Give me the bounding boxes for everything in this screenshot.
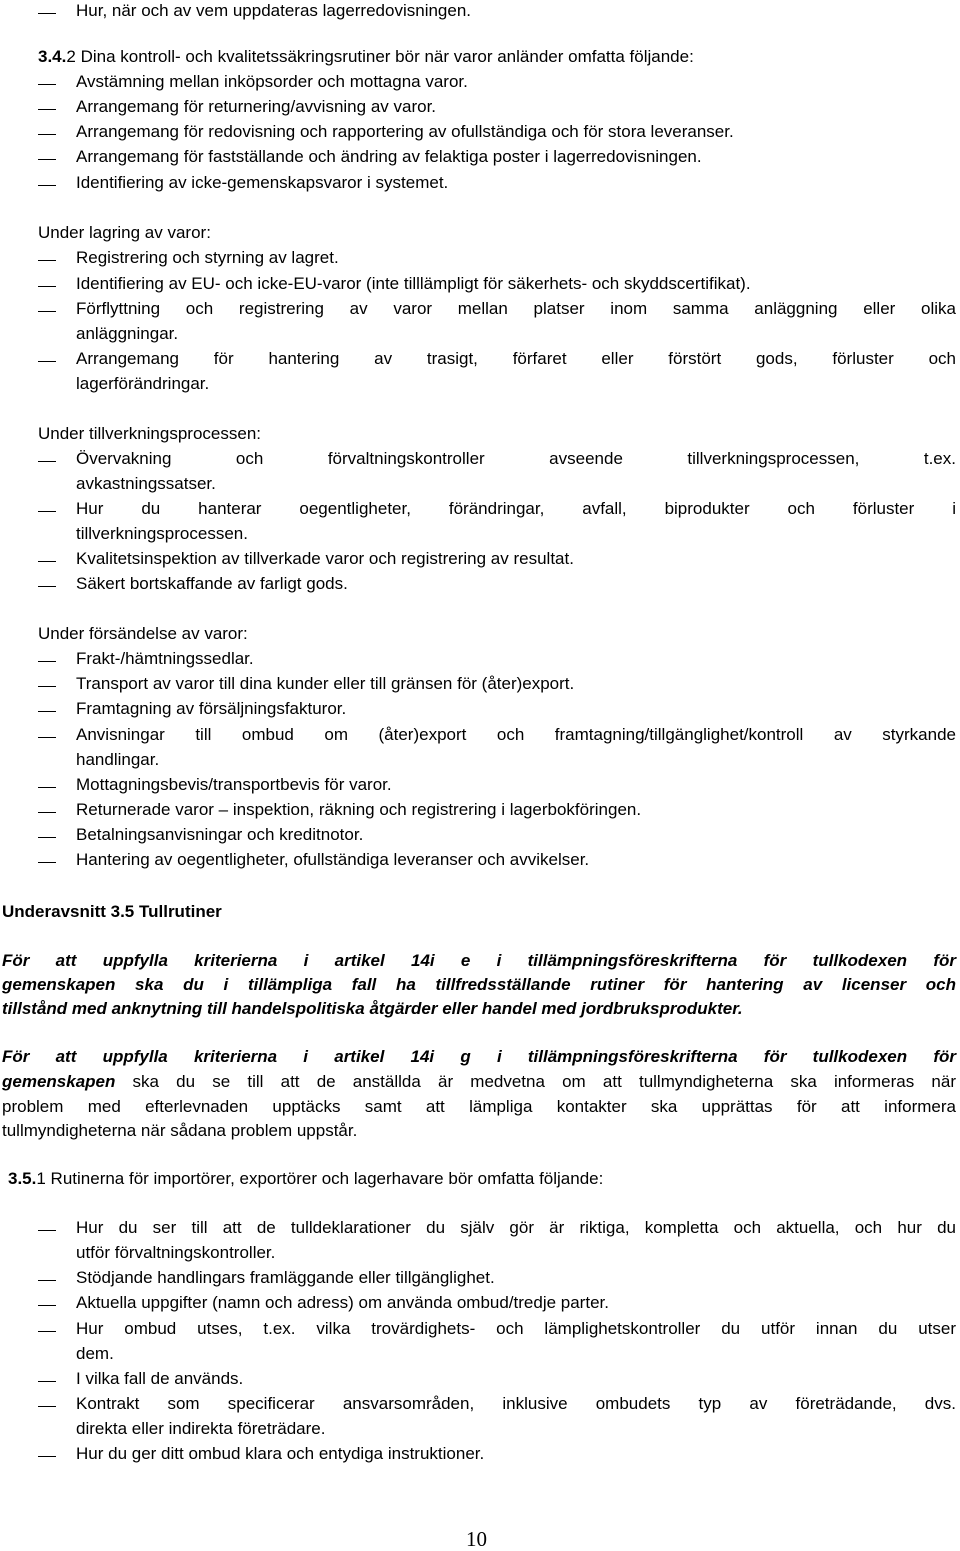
list-item: Arrangemang för fastställande och ändring av felaktiga poster i lagerredovisningen. bbox=[76, 147, 702, 166]
list-item: Framtagning av försäljningsfakturor. bbox=[76, 699, 347, 718]
list-item: Förflyttning och registrering av varor mellan platser inom samma anläggning eller olika bbox=[76, 299, 956, 318]
list-dash bbox=[38, 586, 56, 587]
list-item: Identifiering av icke-gemenskapsvaror i systemet. bbox=[76, 173, 449, 192]
list-item: Arrangemang för redovisning och rapportering av ofullständiga och för stora leveranser. bbox=[76, 122, 734, 141]
list-dash bbox=[38, 286, 56, 287]
list-item: Mottagningsbevis/transportbevis för varor. bbox=[76, 775, 392, 794]
list-item: Returnerade varor – inspektion, räkning och registrering i lagerbokföringen. bbox=[76, 800, 642, 819]
list-item-continuation: direkta eller indirekta företrädare. bbox=[76, 1419, 326, 1438]
subsection-heading: Underavsnitt 3.5 Tullrutiner bbox=[2, 902, 222, 921]
paragraph-line: tillstånd med anknytning till handelspolitiska åtgärder eller handel med jordbruksprodukter. bbox=[2, 999, 743, 1018]
list-item: Kvalitetsinspektion av tillverkade varor och registrering av resultat. bbox=[76, 549, 574, 568]
list-dash bbox=[38, 511, 56, 512]
list-item: Hur du ser till att de tulldeklarationer du själv gör är riktiga, kompletta och aktuella, och hur du bbox=[76, 1218, 956, 1237]
paragraph-line: gemenskapen ska du i tillämpliga fall ha tillfredsställande rutiner för hantering av licenser och bbox=[2, 975, 956, 994]
list-dash bbox=[38, 13, 56, 14]
list-item-continuation: utför förvaltningskontroller. bbox=[76, 1243, 276, 1262]
paragraph-line bbox=[2, 1072, 956, 1092]
list-item: Hur ombud utses, t.ex. vilka trovärdighets- och lämplighetskontroller du utför innan du utser bbox=[76, 1319, 956, 1338]
section-heading-3-4-2 bbox=[38, 47, 694, 67]
section-number: 3.5. bbox=[8, 1169, 37, 1188]
section-number: 3.4. bbox=[38, 47, 67, 66]
list-dash bbox=[38, 812, 56, 813]
list-item: Arrangemang för hantering av trasigt, förfaret eller förstört gods, förluster och bbox=[76, 349, 956, 368]
emphasis-text: gemenskapen bbox=[2, 1072, 116, 1091]
list-dash bbox=[38, 1456, 56, 1457]
list-dash bbox=[38, 361, 56, 362]
paragraph-line: För att uppfylla kriterierna i artikel 14i e i tillämpningsföreskrifterna för tullkodexen för bbox=[2, 951, 956, 970]
section-number-suffix: 2 bbox=[66, 47, 76, 66]
list-dash bbox=[38, 311, 56, 312]
list-dash bbox=[38, 84, 56, 85]
list-item-continuation: handlingar. bbox=[76, 750, 160, 769]
subheading-shipping: Under försändelse av varor: bbox=[38, 624, 248, 643]
list-dash bbox=[38, 1305, 56, 1306]
list-dash bbox=[38, 109, 56, 110]
list-dash bbox=[38, 837, 56, 838]
page-number: 10 bbox=[466, 1527, 487, 1551]
list-item: Anvisningar till ombud om (åter)export och framtagning/tillgänglighet/kontroll av styrkande bbox=[76, 725, 956, 744]
list-item: Transport av varor till dina kunder eller till gränsen för (åter)export. bbox=[76, 674, 575, 693]
list-dash bbox=[38, 561, 56, 562]
list-item: Hur, när och av vem uppdateras lagerredovisningen. bbox=[76, 1, 472, 20]
list-item: Stödjande handlingars framläggande eller tillgänglighet. bbox=[76, 1268, 495, 1287]
subheading-manufacturing: Under tillverkningsprocessen: bbox=[38, 424, 261, 443]
list-dash bbox=[38, 134, 56, 135]
list-item: I vilka fall de används. bbox=[76, 1369, 244, 1388]
list-dash bbox=[38, 159, 56, 160]
section-heading-3-5-1 bbox=[8, 1169, 603, 1189]
paragraph-line: tullmyndigheterna när sådana problem uppstår. bbox=[2, 1121, 358, 1140]
list-dash bbox=[38, 1230, 56, 1231]
list-dash bbox=[38, 737, 56, 738]
list-item: Betalningsanvisningar och kreditnotor. bbox=[76, 825, 364, 844]
section-heading-text: Dina kontroll- och kvalitetssäkringsrutiner bör när varor anländer omfatta följande: bbox=[80, 47, 694, 66]
list-dash bbox=[38, 1406, 56, 1407]
section-number-suffix: 1 bbox=[36, 1169, 46, 1188]
list-item-continuation: dem. bbox=[76, 1344, 114, 1363]
list-item: Säkert bortskaffande av farligt gods. bbox=[76, 574, 348, 593]
paragraph-text: ska du se till att de anställda är medvetna om att tullmyndigheterna ska informeras när bbox=[115, 1072, 956, 1091]
list-dash bbox=[38, 461, 56, 462]
list-item: Övervakning och förvaltningskontroller avseende tillverkningsprocessen, t.ex. bbox=[76, 449, 956, 468]
list-dash bbox=[38, 787, 56, 788]
list-item-continuation: tillverkningsprocessen. bbox=[76, 524, 248, 543]
list-dash bbox=[38, 711, 56, 712]
list-item: Avstämning mellan inköpsorder och mottagna varor. bbox=[76, 72, 468, 91]
list-item: Kontrakt som specificerar ansvarsområden, inklusive ombudets typ av företrädande, dvs. bbox=[76, 1394, 956, 1413]
list-item-continuation: avkastningssatser. bbox=[76, 474, 216, 493]
list-dash bbox=[38, 1331, 56, 1332]
section-heading-text: Rutinerna för importörer, exportörer och lagerhavare bör omfatta följande: bbox=[45, 1169, 604, 1188]
list-item-continuation: anläggningar. bbox=[76, 324, 179, 343]
list-item: Identifiering av EU- och icke-EU-varor (inte tilllämpligt för säkerhets- och skyddscertifikat). bbox=[76, 274, 751, 293]
list-item: Hantering av oegentligheter, ofullständiga leveranser och avvikelser. bbox=[76, 850, 590, 869]
list-item: Arrangemang för returnering/avvisning av varor. bbox=[76, 97, 437, 116]
paragraph-line: problem med efterlevnaden upptäcks samt att lämpliga kontakter ska upprättas för att informera bbox=[2, 1097, 956, 1116]
list-item: Hur du hanterar oegentligheter, förändringar, avfall, biprodukter och förluster i bbox=[76, 499, 956, 518]
list-item: Registrering och styrning av lagret. bbox=[76, 248, 339, 267]
list-dash bbox=[38, 686, 56, 687]
list-dash bbox=[38, 661, 56, 662]
list-dash bbox=[38, 185, 56, 186]
list-dash bbox=[38, 1381, 56, 1382]
list-dash bbox=[38, 260, 56, 261]
subheading-storage: Under lagring av varor: bbox=[38, 223, 211, 242]
list-item: Hur du ger ditt ombud klara och entydiga instruktioner. bbox=[76, 1444, 485, 1463]
list-item: Aktuella uppgifter (namn och adress) om använda ombud/tredje parter. bbox=[76, 1293, 609, 1312]
list-item: Frakt-/hämtningssedlar. bbox=[76, 649, 254, 668]
list-dash bbox=[38, 862, 56, 863]
list-dash bbox=[38, 1280, 56, 1281]
list-item-continuation: lagerförändringar. bbox=[76, 374, 210, 393]
paragraph-line: För att uppfylla kriterierna i artikel 14i g i tillämpningsföreskrifterna för tullkodexen för bbox=[2, 1047, 956, 1066]
